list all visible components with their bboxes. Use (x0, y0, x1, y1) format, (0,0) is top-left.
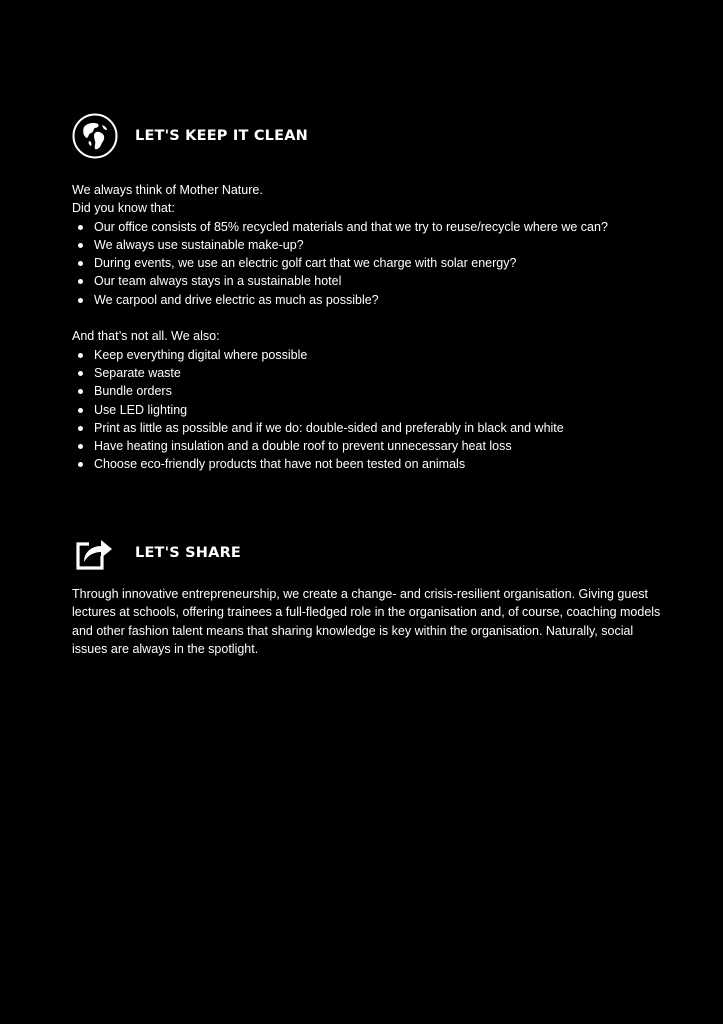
list-item: Keep everything digital where possible (94, 346, 662, 364)
also-list (72, 346, 662, 474)
list-item: During events, we use an electric golf cart that we charge with solar energy? (94, 254, 662, 272)
clean-section-header (72, 113, 308, 159)
list-item: Our team always stays in a sustainable hotel (94, 272, 662, 290)
list-item: Our office consists of 85% recycled materials and that we try to reuse/recycle where we can? (94, 218, 662, 236)
list-item: Have heating insulation and a double roof to prevent unnecessary heat loss (94, 437, 662, 455)
list-item: Print as little as possible and if we do: double-sided and preferably in black and white (94, 419, 662, 437)
clean-intro-line-2: Did you know that: (72, 201, 175, 216)
clean-section-title: LET'S KEEP IT CLEAN (135, 128, 308, 144)
share-section-title: LET'S SHARE (135, 545, 242, 561)
also-intro: And that’s not all. We also: (72, 329, 220, 344)
globe-icon (72, 113, 118, 159)
share-section-header (72, 530, 241, 576)
list-item: We always use sustainable make-up? (94, 236, 662, 254)
list-item: Separate waste (94, 364, 662, 382)
paragraph-spacer (72, 309, 662, 327)
share-icon (72, 530, 118, 576)
list-item: Bundle orders (94, 382, 662, 400)
list-item: Use LED lighting (94, 401, 662, 419)
clean-section-body (72, 181, 662, 474)
clean-intro-line-1: We always think of Mother Nature. (72, 183, 263, 197)
share-section-body (72, 585, 662, 658)
list-item: We carpool and drive electric as much as possible? (94, 291, 662, 309)
did-you-know-list (72, 218, 662, 309)
list-item: Choose eco-friendly products that have not been tested on animals (94, 455, 662, 473)
share-paragraph: Through innovative entrepreneurship, we create a change- and crisis-resilient organisation. Giving guest lectures at schools, offering trainees a full-fledged role in the organisation and, of course, coaching models and other fashion talent means that sharing knowledge is key within the organisation. Naturally, social issues are always in the spotlight. (72, 587, 661, 656)
